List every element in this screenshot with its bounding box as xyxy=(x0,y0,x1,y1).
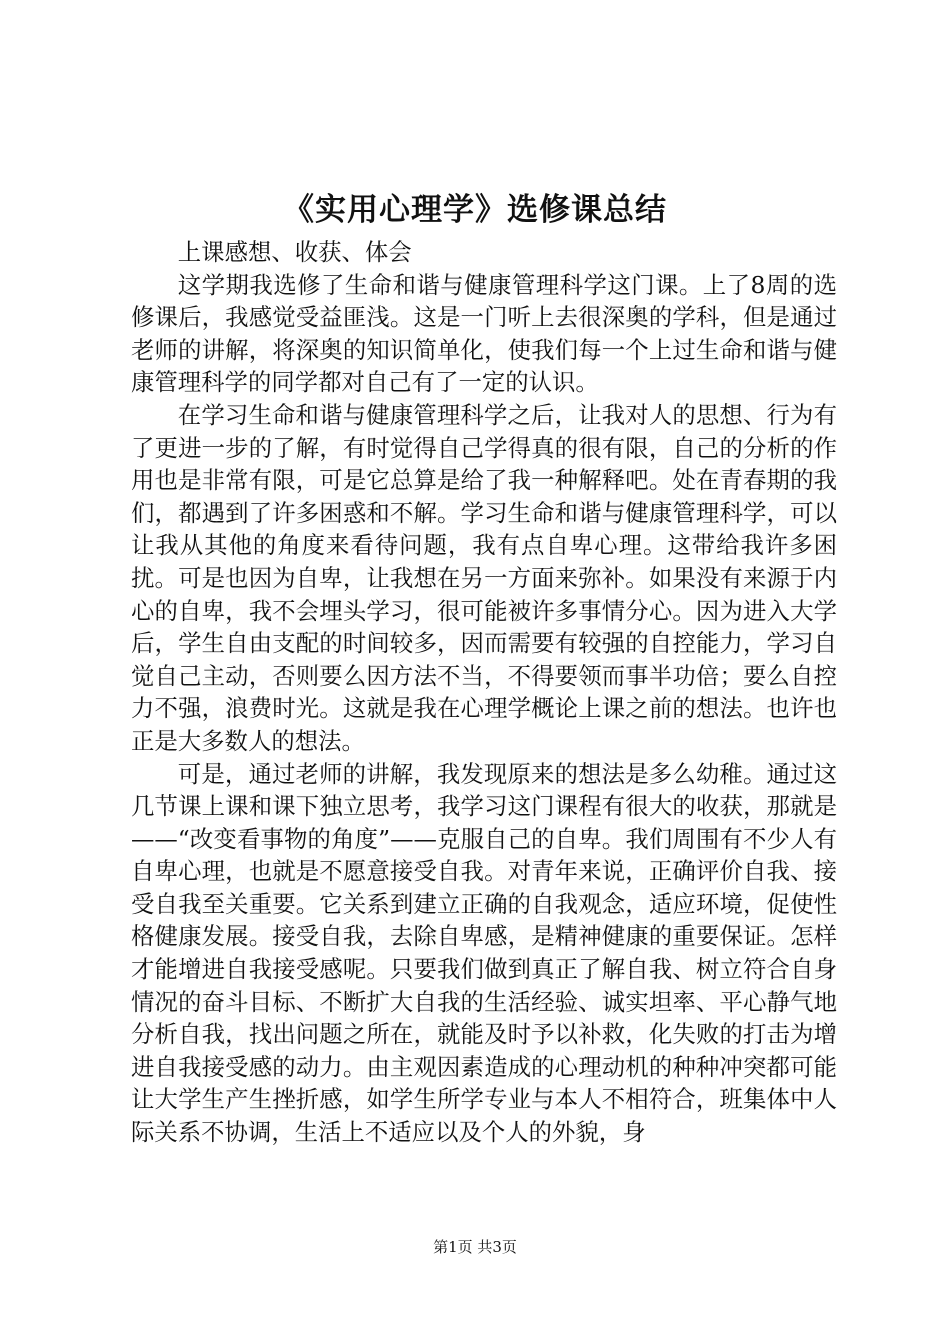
document-body xyxy=(131,236,837,1149)
paragraph-3: 可是，通过老师的讲解，我发现原来的想法是多么幼稚。通过这几节课上课和课下独立思考，我学习这门课程有很大的收获，那就是——“改变看事物的角度”——克服自己的自卑。我们周围有不少人有自卑心理，也就是不愿意接受自我。对青年来说，正确评价自我、接受自我至关重要。它关系到建立正确的自我观念，适应环境，促使性格健康发展。接受自我，去除自卑感，是精神健康的重要保证。怎样才能增进自我接受感呢。只要我们做到真正了解自我、树立符合自身情况的奋斗目标、不断扩大自我的生活经验、诚实坦率、平心静气地分析自我，找出问题之所在，就能及时予以补救，化失败的打击为增进自我接受感的动力。由主观因素造成的心理动机的种种冲突都可能让大学生产生挫折感，如学生所学专业与本人不相符合，班集体中人际关系不协调，生活上不适应以及个人的外貌，身 xyxy=(131,759,837,1147)
page-footer: 第1页 共3页 xyxy=(433,1238,517,1256)
page-title: 《实用心理学》选修课总结 xyxy=(283,192,667,228)
paragraph-2: 在学习生命和谐与健康管理科学之后，让我对人的思想、行为有了更进一步的了解，有时觉得自己学得真的很有限，自己的分析的作用也是非常有限，可是它总算是给了我一种解释吧。处在青春期的我们，都遇到了许多困惑和不解。学习生命和谐与健康管理科学，可以让我从其他的角度来看待问题，我有点自卑心理。这带给我许多困扰。可是也因为自卑，让我想在另一方面来弥补。如果没有来源于内心的自卑，我不会埋头学习，很可能被许多事情分心。因为进入大学后，学生自由支配的时间较多，因而需要有较强的自控能力，学习自觉自己主动，否则要么因方法不当，不得要领而事半功倍；要么自控力不强，浪费时光。这就是我在心理学概论上课之前的想法。也许也正是大多数人的想法。 xyxy=(131,400,837,755)
paragraph-1: 这学期我选修了生命和谐与健康管理科学这门课。上了8周的选修课后，我感觉受益匪浅。这是一门听上去很深奥的学科，但是通过老师的讲解，将深奥的知识简单化，使我们每一个上过生命和谐与健康管理科学的同学都对自己有了一定的认识。 xyxy=(131,270,837,397)
subheading: 上课感想、收获、体会 xyxy=(177,238,412,266)
